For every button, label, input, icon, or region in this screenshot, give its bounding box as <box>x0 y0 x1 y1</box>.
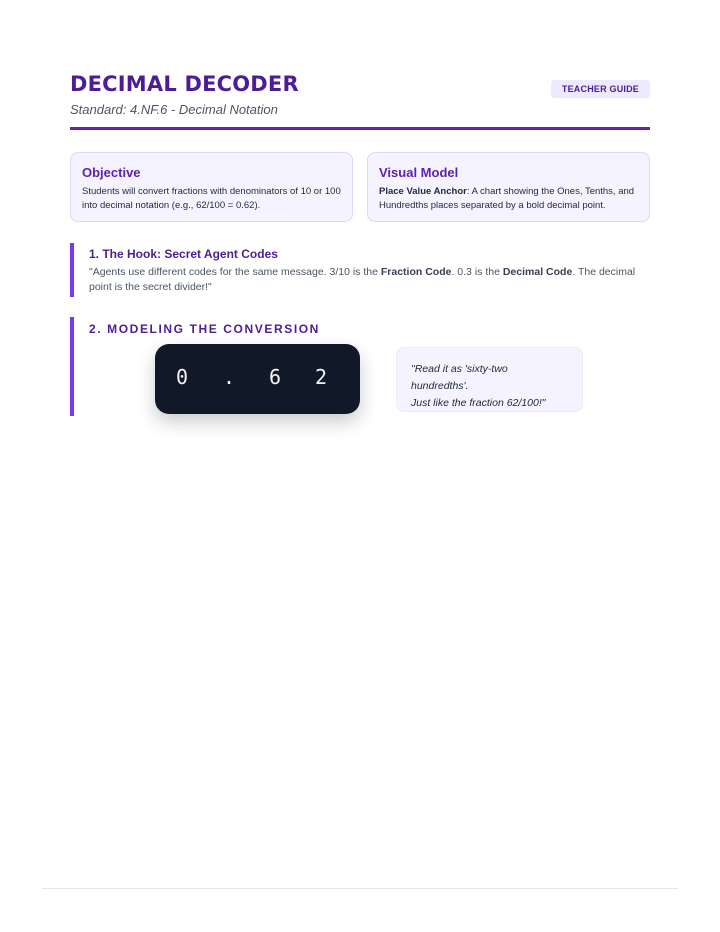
footer-divider <box>42 888 678 889</box>
objective-card <box>70 152 353 222</box>
hook-text: "Agents use different codes for the same message. 3/10 is the Fraction Code. 0.3 is the Decimal Code. The decimal point is the secret divider!" <box>89 266 636 293</box>
header <box>70 70 650 117</box>
decimal-point: . <box>223 365 236 389</box>
modeling-title: 2. MODELING THE CONVERSION <box>89 322 320 336</box>
teacher-guide-badge: TEACHER GUIDE <box>551 80 650 98</box>
visual-model-title: Visual Model <box>379 165 459 180</box>
visual-model-text: Place Value Anchor: A chart showing the Ones, Tenths, and Hundredths places separated by a bold decimal point. <box>379 186 635 211</box>
hook-section <box>70 243 650 297</box>
page-title: DECIMAL DECODER <box>70 72 299 96</box>
visual-model-card <box>367 152 650 222</box>
visual-model-bold: Place Value Anchor <box>379 186 467 197</box>
standard-subtitle: Standard: 4.NF.6 - Decimal Notation <box>70 102 278 117</box>
digit-ones: 0 <box>176 365 189 389</box>
digit-hundredths: 2 <box>315 365 328 389</box>
decimal-display <box>155 344 360 414</box>
objective-text: Students will convert fractions with denominators of 10 or 100 into decimal notation (e.g., 62/100 = 0.62). <box>82 186 341 211</box>
digit-tenths: 6 <box>269 365 282 389</box>
hook-title: 1. The Hook: Secret Agent Codes <box>89 247 278 261</box>
header-divider <box>70 127 650 130</box>
read-aloud-quote: "Read it as 'sixty-two hundredths'. Just like the fraction 62/100!" <box>396 347 583 412</box>
objective-title: Objective <box>82 165 141 180</box>
